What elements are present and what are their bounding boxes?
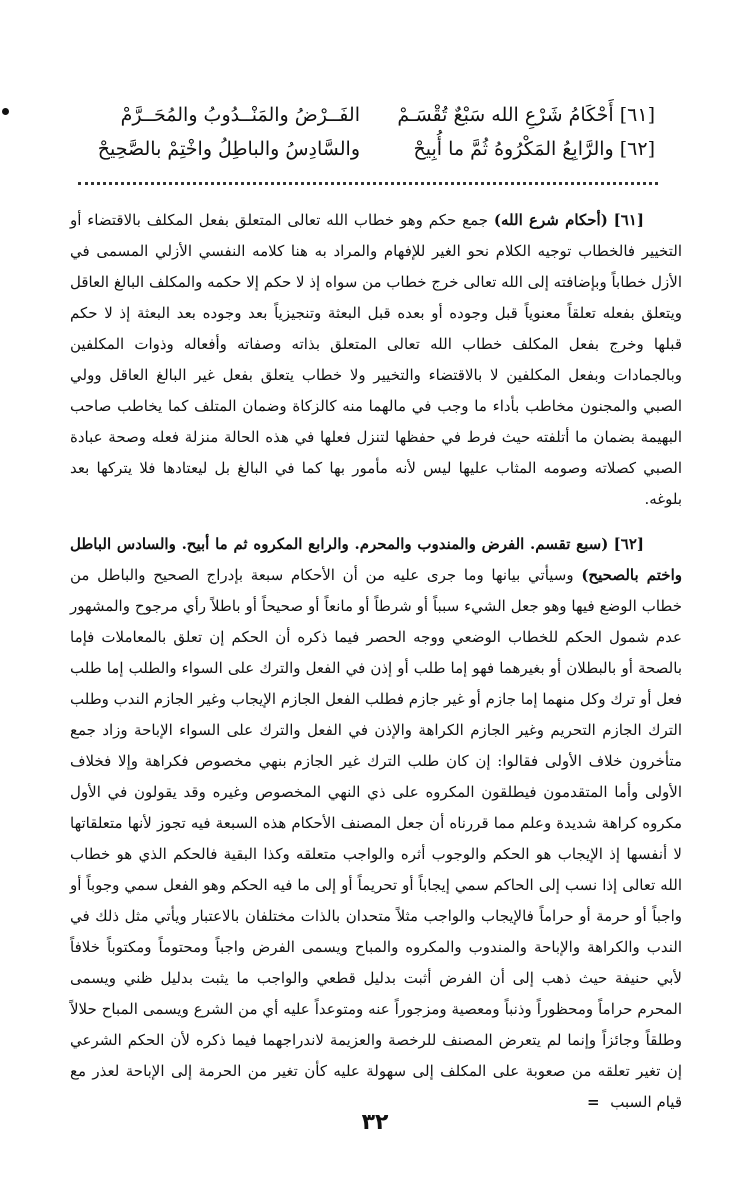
commentary-body	[70, 205, 682, 1132]
margin-bullet-mark	[2, 108, 9, 115]
paragraph-number: [٦٢]	[613, 535, 644, 553]
paragraph-text: وسيأتي بيانها وما جرى عليه من أن الأحكام سبعة بإدراج الصحيح والباطل من خطاب الوضع فيها وهو جعل الشيء سبباً أو شرطاً أو مانعاً أو صحيحاً أو باطلاً رأي مرجوح والمشهور عدم شمول الحكم للخطاب الوضعي ووجه الحصر فيما ذكره أن الحكم إن تعلق بالمعاملات فإما بالصحة أو بالبطلان أو بغيرهما فهو إما طلب أو إذن في الفعل والترك على السواء والطلب إما طلب فعل أو ترك وكل منهما إما جازم أو غير جازم فطلب الفعل الجازم الإيجاب وغير الجازم الندب وطلب الترك الجازم التحريم وغير الجازم الكراهة والإذن في الفعل والترك على السواء الإباحة وزاد جمع متأخرون خلاف الأولى فقالوا: إن كان طلب الترك غير الجازم بنهي مخصوص فكراهة وإلا فخلاف الأولى وأما المتقدمون فيطلقون المكروه على ذي النهي المخصوص وغيره وقد يقولون في الأول مكروه كراهة شديدة وعلم مما قررناه أن جعل المصنف الأحكام هذه السبعة فيه تجوز لأنها متعلقاتها لا أنفسها إذ الإيجاب هو الحكم والوجوب أثره والواجب متعلقه وكذا البقية فالحكم الذي هو خطاب الله تعالى إذا نسب إلى الحاكم سمي إيجاباً أو تحريماً أو إلى ما فيه الحكم وهو الفعل سمي وجوباً أو واجباً أو حرمة أو حراماً فالإيجاب والواجب مثلاً متحدان بالذات مختلفان بالاعتبار ويأتي مثل ذلك في الندب والكراهة والإباحة والمندوب والمكروه والمباح ويسمى الفرض واجباً ومحتوماً ومكتوباً خلافاً لأبي حنيفة حيث ذهب إلى أن الفرض أثبت بدليل قطعي والواجب ما يثبت بدليل ظني ويسمى المحرم حراماً ومحظوراً وذنباً ومعصية ومزجوراً عنه ومتوعداً عليه أي من الشرع ويسمى المباح حلالاً وطلقاً وجائزاً وإنما لم يتعرض المصنف للرخصة والعزيمة لاندراجهما فيما ذكره لأن الحكم الشرعي إن تغير تعلقه من صعوبة على المكلف إلى سهولة عليه كأن تغير من الحرمة إلى الإباحة لعذر مع قيام السبب	[70, 566, 682, 1111]
commentary-paragraph-62	[70, 529, 682, 1118]
verse-61-first-hemistich: [٦١] أَحْكَامُ شَرْعِ الله سَبْعٌ تُقْسَـمْ	[397, 104, 655, 126]
continuation-mark: =	[586, 1093, 600, 1111]
paragraph-number: [٦١]	[613, 211, 644, 229]
quoted-verse-text: (أحكام شرع الله)	[493, 211, 608, 229]
verse-61-second-hemistich: الفَــرْضُ والمَنْــدُوبُ والمُحَــرَّمْ	[120, 104, 360, 126]
paragraph-text: جمع حكم وهو خطاب الله تعالى المتعلق بفعل المكلف بالاقتضاء أو التخيير فالخطاب توجيه الكلام نحو الغير للإفهام والمراد به هنا كلامه النفسي الأزلي المسمى في الأزل خطاباً وبإضافته إلى الله تعالى خرج خطاب من سواه إذ لا حكم إلا حكمه والمكلف البالغ العاقل ويتعلق بفعله تعلقاً معنوياً قبل وجوده أو بعده قبل البعثة وتنجيزياً بعد وجوده بعد البعثة إذ لا حكم قبلها وخرج بفعل المكلف خطاب الله تعالى المتعلق بذاته وصفاته وأفعاله وذوات المكلفين وبالجمادات وبفعل المكلفين لا بالاقتضاء والتخيير ولا خطاب يتعلق بفعل غير البالغ العاقل وولي الصبي والمجنون مخاطب بأداء ما وجب في مالهما منه كالزكاة وضمان المتلف كما يخاطب صاحب البهيمة بضمان ما أتلفته حيث فرط في حفظها لتنزل فعلها في هذه الحالة منزلة فعله وصحة عبادة الصبي كصلاته وصومه المثاب عليها ليس لأنه مأمور بها كما في البالغ بل ليعتادها فلا يتركها بعد بلوغه.	[69, 211, 682, 508]
verse-62-second-hemistich: والسَّادِسُ والباطِلُ واخْتِمْ بالصَّحِيحْ	[97, 138, 360, 160]
verse-block	[95, 98, 655, 166]
page-number: ٣٢	[361, 1110, 389, 1135]
verse-62-first-hemistich: [٦٢] والرَّابِعُ المَكْرُوهُ ثُمَّ ما أُبِيحْ	[413, 138, 655, 160]
quoted-verse-text: (سبع تقسم. الفرض والمندوب والمحرم. والرابع المكروه ثم ما أبيح. والسادس الباطل واختم بالصحيح)	[70, 535, 682, 584]
verse-line-62	[95, 132, 655, 166]
dotted-separator	[78, 182, 658, 185]
commentary-paragraph-61	[70, 205, 682, 515]
verse-line-61	[95, 98, 655, 132]
